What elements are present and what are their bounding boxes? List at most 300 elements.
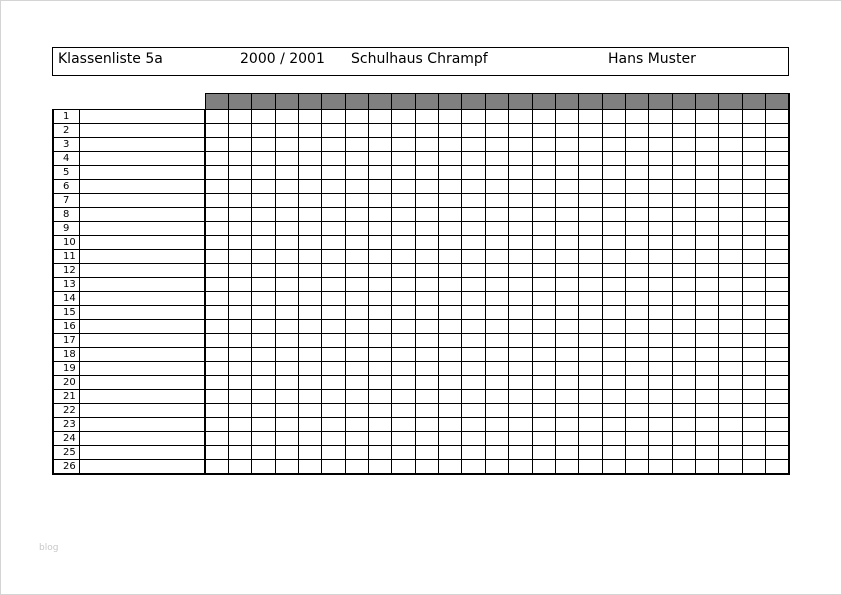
mark-cell[interactable] xyxy=(742,446,765,460)
mark-cell[interactable] xyxy=(228,390,251,404)
mark-cell[interactable] xyxy=(532,446,555,460)
mark-cell[interactable] xyxy=(205,446,228,460)
mark-cell[interactable] xyxy=(298,250,321,264)
mark-cell[interactable] xyxy=(252,432,275,446)
mark-cell[interactable] xyxy=(252,460,275,475)
mark-cell[interactable] xyxy=(322,110,345,124)
mark-cell[interactable] xyxy=(439,264,462,278)
mark-cell[interactable] xyxy=(602,250,625,264)
mark-cell[interactable] xyxy=(719,306,742,320)
mark-cell[interactable] xyxy=(766,306,789,320)
mark-cell[interactable] xyxy=(462,390,485,404)
mark-cell[interactable] xyxy=(205,166,228,180)
mark-cell[interactable] xyxy=(555,390,578,404)
mark-cell[interactable] xyxy=(649,208,672,222)
mark-cell[interactable] xyxy=(415,152,438,166)
mark-cell[interactable] xyxy=(602,404,625,418)
mark-cell[interactable] xyxy=(205,264,228,278)
mark-cell[interactable] xyxy=(228,362,251,376)
mark-cell[interactable] xyxy=(555,152,578,166)
mark-cell[interactable] xyxy=(205,390,228,404)
mark-cell[interactable] xyxy=(719,460,742,475)
mark-cell[interactable] xyxy=(485,348,508,362)
mark-cell[interactable] xyxy=(462,208,485,222)
mark-cell[interactable] xyxy=(415,110,438,124)
mark-cell[interactable] xyxy=(439,418,462,432)
mark-cell[interactable] xyxy=(555,292,578,306)
mark-cell[interactable] xyxy=(322,446,345,460)
mark-cell[interactable] xyxy=(602,124,625,138)
mark-cell[interactable] xyxy=(345,138,368,152)
mark-cell[interactable] xyxy=(369,418,392,432)
mark-cell[interactable] xyxy=(509,292,532,306)
mark-cell[interactable] xyxy=(369,180,392,194)
mark-cell[interactable] xyxy=(275,180,298,194)
mark-cell[interactable] xyxy=(462,446,485,460)
mark-cell[interactable] xyxy=(298,236,321,250)
mark-cell[interactable] xyxy=(228,348,251,362)
mark-cell[interactable] xyxy=(672,446,695,460)
mark-cell[interactable] xyxy=(719,124,742,138)
mark-cell[interactable] xyxy=(252,152,275,166)
mark-cell[interactable] xyxy=(275,446,298,460)
mark-cell[interactable] xyxy=(415,432,438,446)
mark-cell[interactable] xyxy=(439,166,462,180)
mark-cell[interactable] xyxy=(719,390,742,404)
mark-cell[interactable] xyxy=(649,250,672,264)
mark-cell[interactable] xyxy=(649,348,672,362)
mark-cell[interactable] xyxy=(205,180,228,194)
mark-cell[interactable] xyxy=(625,236,648,250)
mark-cell[interactable] xyxy=(602,460,625,475)
mark-cell[interactable] xyxy=(672,180,695,194)
mark-cell[interactable] xyxy=(532,180,555,194)
mark-cell[interactable] xyxy=(766,320,789,334)
mark-cell[interactable] xyxy=(532,138,555,152)
mark-cell[interactable] xyxy=(252,222,275,236)
mark-cell[interactable] xyxy=(298,306,321,320)
mark-cell[interactable] xyxy=(392,180,415,194)
mark-cell[interactable] xyxy=(439,306,462,320)
mark-cell[interactable] xyxy=(625,250,648,264)
mark-cell[interactable] xyxy=(532,194,555,208)
mark-cell[interactable] xyxy=(672,166,695,180)
mark-cell[interactable] xyxy=(602,152,625,166)
mark-cell[interactable] xyxy=(625,180,648,194)
mark-cell[interactable] xyxy=(298,208,321,222)
mark-cell[interactable] xyxy=(252,166,275,180)
mark-cell[interactable] xyxy=(696,348,719,362)
mark-cell[interactable] xyxy=(579,180,602,194)
mark-cell[interactable] xyxy=(625,306,648,320)
mark-cell[interactable] xyxy=(602,138,625,152)
mark-cell[interactable] xyxy=(719,292,742,306)
mark-cell[interactable] xyxy=(696,264,719,278)
mark-cell[interactable] xyxy=(602,446,625,460)
mark-cell[interactable] xyxy=(696,152,719,166)
mark-cell[interactable] xyxy=(392,208,415,222)
mark-cell[interactable] xyxy=(345,250,368,264)
mark-cell[interactable] xyxy=(579,264,602,278)
mark-cell[interactable] xyxy=(369,376,392,390)
mark-cell[interactable] xyxy=(509,124,532,138)
mark-cell[interactable] xyxy=(252,404,275,418)
mark-cell[interactable] xyxy=(392,390,415,404)
mark-cell[interactable] xyxy=(579,446,602,460)
mark-cell[interactable] xyxy=(625,194,648,208)
mark-cell[interactable] xyxy=(275,306,298,320)
mark-cell[interactable] xyxy=(672,124,695,138)
mark-cell[interactable] xyxy=(766,446,789,460)
mark-cell[interactable] xyxy=(625,334,648,348)
mark-cell[interactable] xyxy=(392,138,415,152)
mark-cell[interactable] xyxy=(322,124,345,138)
mark-cell[interactable] xyxy=(742,264,765,278)
mark-cell[interactable] xyxy=(415,208,438,222)
mark-cell[interactable] xyxy=(649,236,672,250)
mark-cell[interactable] xyxy=(345,208,368,222)
mark-cell[interactable] xyxy=(345,320,368,334)
mark-cell[interactable] xyxy=(485,362,508,376)
mark-cell[interactable] xyxy=(392,166,415,180)
mark-cell[interactable] xyxy=(485,264,508,278)
mark-cell[interactable] xyxy=(205,376,228,390)
mark-cell[interactable] xyxy=(415,250,438,264)
mark-cell[interactable] xyxy=(485,236,508,250)
mark-cell[interactable] xyxy=(485,166,508,180)
mark-cell[interactable] xyxy=(579,404,602,418)
mark-cell[interactable] xyxy=(392,250,415,264)
mark-cell[interactable] xyxy=(719,446,742,460)
mark-cell[interactable] xyxy=(719,334,742,348)
mark-cell[interactable] xyxy=(696,418,719,432)
mark-cell[interactable] xyxy=(696,236,719,250)
mark-cell[interactable] xyxy=(228,222,251,236)
mark-cell[interactable] xyxy=(205,362,228,376)
student-name-cell[interactable] xyxy=(79,418,205,432)
mark-cell[interactable] xyxy=(509,306,532,320)
mark-cell[interactable] xyxy=(555,376,578,390)
mark-cell[interactable] xyxy=(345,404,368,418)
mark-cell[interactable] xyxy=(649,390,672,404)
mark-cell[interactable] xyxy=(415,418,438,432)
mark-cell[interactable] xyxy=(532,460,555,475)
mark-cell[interactable] xyxy=(649,376,672,390)
mark-cell[interactable] xyxy=(672,264,695,278)
mark-cell[interactable] xyxy=(555,348,578,362)
mark-cell[interactable] xyxy=(462,264,485,278)
student-name-cell[interactable] xyxy=(79,250,205,264)
student-name-cell[interactable] xyxy=(79,460,205,475)
mark-cell[interactable] xyxy=(392,306,415,320)
mark-cell[interactable] xyxy=(275,376,298,390)
mark-cell[interactable] xyxy=(532,236,555,250)
mark-cell[interactable] xyxy=(766,390,789,404)
mark-cell[interactable] xyxy=(322,222,345,236)
mark-cell[interactable] xyxy=(579,110,602,124)
mark-cell[interactable] xyxy=(555,432,578,446)
mark-cell[interactable] xyxy=(298,404,321,418)
mark-cell[interactable] xyxy=(322,152,345,166)
mark-cell[interactable] xyxy=(298,376,321,390)
mark-cell[interactable] xyxy=(275,460,298,475)
mark-cell[interactable] xyxy=(485,418,508,432)
mark-cell[interactable] xyxy=(205,320,228,334)
mark-cell[interactable] xyxy=(415,362,438,376)
mark-cell[interactable] xyxy=(345,390,368,404)
mark-cell[interactable] xyxy=(462,306,485,320)
student-name-cell[interactable] xyxy=(79,334,205,348)
mark-cell[interactable] xyxy=(298,390,321,404)
mark-cell[interactable] xyxy=(766,208,789,222)
student-name-cell[interactable] xyxy=(79,208,205,222)
mark-cell[interactable] xyxy=(532,418,555,432)
mark-cell[interactable] xyxy=(322,320,345,334)
mark-cell[interactable] xyxy=(485,390,508,404)
student-name-cell[interactable] xyxy=(79,124,205,138)
mark-cell[interactable] xyxy=(532,166,555,180)
mark-cell[interactable] xyxy=(228,432,251,446)
mark-cell[interactable] xyxy=(509,446,532,460)
mark-cell[interactable] xyxy=(369,138,392,152)
mark-cell[interactable] xyxy=(672,404,695,418)
mark-cell[interactable] xyxy=(415,348,438,362)
mark-cell[interactable] xyxy=(439,292,462,306)
mark-cell[interactable] xyxy=(345,152,368,166)
mark-cell[interactable] xyxy=(509,166,532,180)
mark-cell[interactable] xyxy=(532,222,555,236)
mark-cell[interactable] xyxy=(485,292,508,306)
mark-cell[interactable] xyxy=(719,320,742,334)
mark-cell[interactable] xyxy=(415,124,438,138)
mark-cell[interactable] xyxy=(719,222,742,236)
mark-cell[interactable] xyxy=(532,152,555,166)
mark-cell[interactable] xyxy=(415,264,438,278)
mark-cell[interactable] xyxy=(345,166,368,180)
mark-cell[interactable] xyxy=(625,432,648,446)
mark-cell[interactable] xyxy=(275,222,298,236)
mark-cell[interactable] xyxy=(345,460,368,475)
mark-cell[interactable] xyxy=(485,250,508,264)
mark-cell[interactable] xyxy=(345,124,368,138)
mark-cell[interactable] xyxy=(369,348,392,362)
mark-cell[interactable] xyxy=(252,110,275,124)
mark-cell[interactable] xyxy=(369,390,392,404)
mark-cell[interactable] xyxy=(532,110,555,124)
mark-cell[interactable] xyxy=(392,194,415,208)
mark-cell[interactable] xyxy=(602,390,625,404)
mark-cell[interactable] xyxy=(579,124,602,138)
student-name-cell[interactable] xyxy=(79,222,205,236)
mark-cell[interactable] xyxy=(649,460,672,475)
mark-cell[interactable] xyxy=(415,376,438,390)
mark-cell[interactable] xyxy=(298,292,321,306)
mark-cell[interactable] xyxy=(766,348,789,362)
mark-cell[interactable] xyxy=(415,320,438,334)
mark-cell[interactable] xyxy=(719,278,742,292)
mark-cell[interactable] xyxy=(252,362,275,376)
mark-cell[interactable] xyxy=(275,236,298,250)
mark-cell[interactable] xyxy=(369,362,392,376)
mark-cell[interactable] xyxy=(509,348,532,362)
mark-cell[interactable] xyxy=(579,376,602,390)
mark-cell[interactable] xyxy=(415,180,438,194)
mark-cell[interactable] xyxy=(298,166,321,180)
mark-cell[interactable] xyxy=(252,264,275,278)
mark-cell[interactable] xyxy=(392,320,415,334)
mark-cell[interactable] xyxy=(742,348,765,362)
mark-cell[interactable] xyxy=(462,292,485,306)
mark-cell[interactable] xyxy=(298,264,321,278)
mark-cell[interactable] xyxy=(579,152,602,166)
mark-cell[interactable] xyxy=(766,138,789,152)
mark-cell[interactable] xyxy=(275,390,298,404)
mark-cell[interactable] xyxy=(766,376,789,390)
mark-cell[interactable] xyxy=(322,236,345,250)
mark-cell[interactable] xyxy=(485,180,508,194)
mark-cell[interactable] xyxy=(322,278,345,292)
mark-cell[interactable] xyxy=(252,194,275,208)
mark-cell[interactable] xyxy=(742,460,765,475)
mark-cell[interactable] xyxy=(672,362,695,376)
mark-cell[interactable] xyxy=(555,110,578,124)
mark-cell[interactable] xyxy=(275,320,298,334)
mark-cell[interactable] xyxy=(555,460,578,475)
mark-cell[interactable] xyxy=(275,194,298,208)
mark-cell[interactable] xyxy=(322,166,345,180)
mark-cell[interactable] xyxy=(322,138,345,152)
mark-cell[interactable] xyxy=(369,334,392,348)
mark-cell[interactable] xyxy=(228,306,251,320)
mark-cell[interactable] xyxy=(392,236,415,250)
mark-cell[interactable] xyxy=(298,320,321,334)
mark-cell[interactable] xyxy=(555,194,578,208)
mark-cell[interactable] xyxy=(369,152,392,166)
mark-cell[interactable] xyxy=(485,194,508,208)
mark-cell[interactable] xyxy=(369,292,392,306)
mark-cell[interactable] xyxy=(345,376,368,390)
mark-cell[interactable] xyxy=(462,278,485,292)
mark-cell[interactable] xyxy=(415,194,438,208)
mark-cell[interactable] xyxy=(555,306,578,320)
mark-cell[interactable] xyxy=(485,110,508,124)
mark-cell[interactable] xyxy=(649,180,672,194)
mark-cell[interactable] xyxy=(555,334,578,348)
student-name-cell[interactable] xyxy=(79,138,205,152)
mark-cell[interactable] xyxy=(719,362,742,376)
mark-cell[interactable] xyxy=(719,110,742,124)
mark-cell[interactable] xyxy=(602,236,625,250)
mark-cell[interactable] xyxy=(369,124,392,138)
student-name-cell[interactable] xyxy=(79,194,205,208)
mark-cell[interactable] xyxy=(602,432,625,446)
mark-cell[interactable] xyxy=(322,362,345,376)
mark-cell[interactable] xyxy=(625,110,648,124)
mark-cell[interactable] xyxy=(462,362,485,376)
mark-cell[interactable] xyxy=(462,236,485,250)
mark-cell[interactable] xyxy=(602,180,625,194)
mark-cell[interactable] xyxy=(672,250,695,264)
mark-cell[interactable] xyxy=(602,362,625,376)
mark-cell[interactable] xyxy=(439,460,462,475)
mark-cell[interactable] xyxy=(369,460,392,475)
mark-cell[interactable] xyxy=(205,250,228,264)
mark-cell[interactable] xyxy=(696,460,719,475)
mark-cell[interactable] xyxy=(252,320,275,334)
mark-cell[interactable] xyxy=(509,250,532,264)
mark-cell[interactable] xyxy=(509,180,532,194)
mark-cell[interactable] xyxy=(555,446,578,460)
mark-cell[interactable] xyxy=(509,418,532,432)
mark-cell[interactable] xyxy=(205,208,228,222)
mark-cell[interactable] xyxy=(462,320,485,334)
mark-cell[interactable] xyxy=(509,390,532,404)
mark-cell[interactable] xyxy=(275,152,298,166)
mark-cell[interactable] xyxy=(415,292,438,306)
mark-cell[interactable] xyxy=(532,320,555,334)
mark-cell[interactable] xyxy=(298,278,321,292)
mark-cell[interactable] xyxy=(625,264,648,278)
mark-cell[interactable] xyxy=(392,264,415,278)
mark-cell[interactable] xyxy=(275,166,298,180)
mark-cell[interactable] xyxy=(696,376,719,390)
mark-cell[interactable] xyxy=(298,138,321,152)
mark-cell[interactable] xyxy=(298,432,321,446)
mark-cell[interactable] xyxy=(532,250,555,264)
mark-cell[interactable] xyxy=(555,180,578,194)
mark-cell[interactable] xyxy=(509,278,532,292)
mark-cell[interactable] xyxy=(672,334,695,348)
mark-cell[interactable] xyxy=(369,320,392,334)
mark-cell[interactable] xyxy=(392,404,415,418)
mark-cell[interactable] xyxy=(602,264,625,278)
mark-cell[interactable] xyxy=(462,250,485,264)
mark-cell[interactable] xyxy=(742,320,765,334)
mark-cell[interactable] xyxy=(392,446,415,460)
mark-cell[interactable] xyxy=(649,292,672,306)
mark-cell[interactable] xyxy=(345,446,368,460)
mark-cell[interactable] xyxy=(345,194,368,208)
mark-cell[interactable] xyxy=(742,306,765,320)
mark-cell[interactable] xyxy=(298,124,321,138)
mark-cell[interactable] xyxy=(742,404,765,418)
mark-cell[interactable] xyxy=(672,110,695,124)
mark-cell[interactable] xyxy=(485,306,508,320)
mark-cell[interactable] xyxy=(205,460,228,475)
mark-cell[interactable] xyxy=(298,460,321,475)
mark-cell[interactable] xyxy=(625,446,648,460)
mark-cell[interactable] xyxy=(485,460,508,475)
mark-cell[interactable] xyxy=(369,194,392,208)
mark-cell[interactable] xyxy=(579,390,602,404)
mark-cell[interactable] xyxy=(345,348,368,362)
mark-cell[interactable] xyxy=(275,264,298,278)
mark-cell[interactable] xyxy=(672,278,695,292)
mark-cell[interactable] xyxy=(649,166,672,180)
mark-cell[interactable] xyxy=(369,306,392,320)
mark-cell[interactable] xyxy=(275,404,298,418)
mark-cell[interactable] xyxy=(766,194,789,208)
mark-cell[interactable] xyxy=(439,432,462,446)
mark-cell[interactable] xyxy=(415,236,438,250)
mark-cell[interactable] xyxy=(228,292,251,306)
mark-cell[interactable] xyxy=(625,362,648,376)
student-name-cell[interactable] xyxy=(79,152,205,166)
mark-cell[interactable] xyxy=(509,152,532,166)
mark-cell[interactable] xyxy=(439,194,462,208)
mark-cell[interactable] xyxy=(742,194,765,208)
mark-cell[interactable] xyxy=(602,376,625,390)
